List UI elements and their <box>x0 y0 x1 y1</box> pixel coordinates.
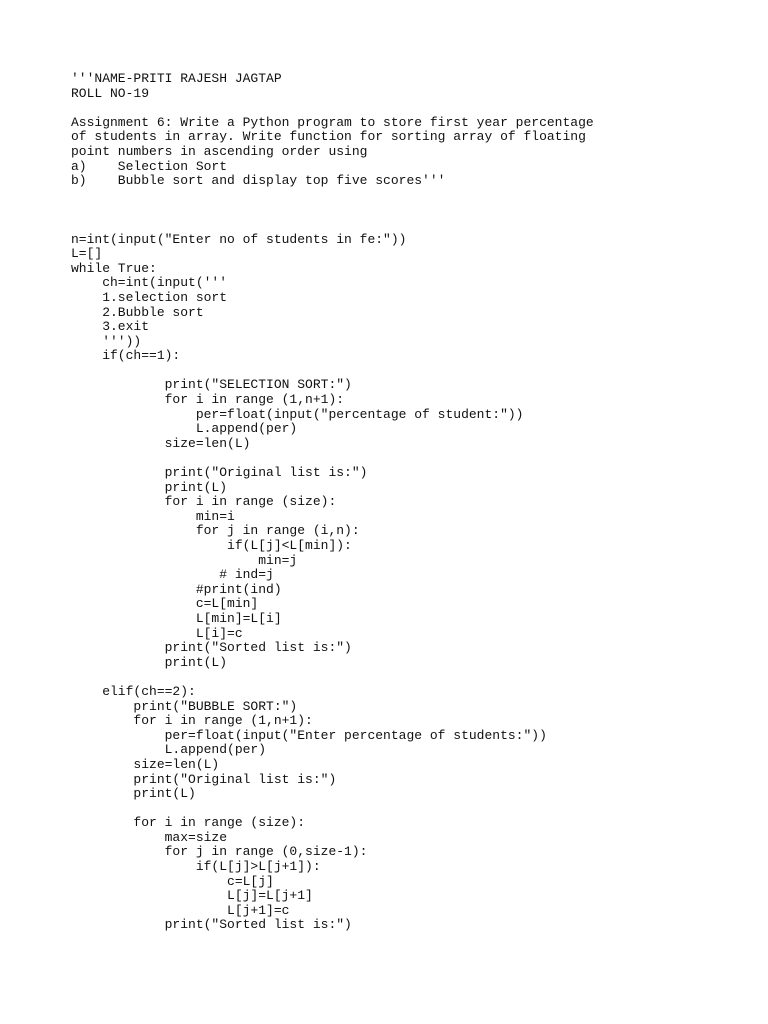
code-line: ROLL NO-19 <box>71 85 150 101</box>
code-line: max=size <box>71 829 228 845</box>
code-line: b) Bubble sort and display top five scores''' <box>71 173 446 189</box>
code-line: L.append(per) <box>71 742 267 758</box>
code-line: for i in range (1,n+1): <box>71 392 345 408</box>
blank-line <box>71 101 751 116</box>
document-page <box>71 72 751 933</box>
code-line: L[i]=c <box>71 625 243 641</box>
code-line: point numbers in ascending order using <box>71 143 368 159</box>
code-line: min=j <box>71 552 298 568</box>
code-line: a) Selection Sort <box>71 158 228 174</box>
blank-line <box>71 670 751 685</box>
code-line: print("Original list is:") <box>71 465 368 481</box>
code-line: c=L[j] <box>71 873 274 889</box>
code-line: ch=int(input(''' <box>71 275 228 291</box>
code-line: print("Sorted list is:") <box>71 640 352 656</box>
code-line: per=float(input("Enter percentage of students:")) <box>71 727 547 743</box>
code-line: size=len(L) <box>71 756 220 772</box>
code-line: 3.exit <box>71 319 150 335</box>
code-line: for j in range (i,n): <box>71 523 360 539</box>
code-line: Assignment 6: Write a Python program to store first year percentage <box>71 114 594 130</box>
code-line: min=i <box>71 508 235 524</box>
code-line: print(L) <box>71 479 228 495</box>
code-line: L[j]=L[j+1] <box>71 888 313 904</box>
code-line: print("Original list is:") <box>71 771 337 787</box>
code-line: for i in range (size): <box>71 815 306 831</box>
code-line: if(L[j]<L[min]): <box>71 538 352 553</box>
code-line: L.append(per) <box>71 421 298 437</box>
code-line: elif(ch==2): <box>71 683 196 699</box>
blank-line <box>71 364 751 379</box>
code-line: ''')) <box>71 333 142 349</box>
code-line: if(L[j]>L[j+1]): <box>71 859 321 875</box>
code-line: for j in range (0,size-1): <box>71 844 368 860</box>
blank-line <box>71 802 751 817</box>
blank-line <box>71 218 751 233</box>
code-line: of students in array. Write function for sorting array of floating <box>71 129 586 145</box>
code-line: print(L) <box>71 654 228 670</box>
code-line: c=L[min] <box>71 596 259 612</box>
code-line: L[min]=L[i] <box>71 610 282 626</box>
blank-line <box>71 203 751 218</box>
blank-line <box>71 451 751 466</box>
code-line: print("BUBBLE SORT:") <box>71 698 298 714</box>
code-line: '''NAME-PRITI RAJESH JAGTAP <box>71 71 282 86</box>
code-line: if(ch==1): <box>71 348 181 364</box>
code-line: for i in range (size): <box>71 494 337 510</box>
code-line: n=int(input("Enter no of students in fe:")) <box>71 231 407 247</box>
code-line: L[j+1]=c <box>71 902 290 918</box>
code-line: print("SELECTION SORT:") <box>71 377 352 393</box>
code-line: for i in range (1,n+1): <box>71 713 313 729</box>
code-line: L=[] <box>71 246 103 262</box>
code-line: #print(ind) <box>71 581 282 597</box>
blank-line <box>71 189 751 204</box>
code-line: per=float(input("percentage of student:")) <box>71 406 524 422</box>
code-line: print(L) <box>71 786 196 802</box>
code-line: # ind=j <box>71 567 274 583</box>
code-line: while True: <box>71 260 157 276</box>
code-line: 2.Bubble sort <box>71 304 204 320</box>
code-line: 1.selection sort <box>71 289 228 305</box>
code-line: print("Sorted list is:") <box>71 917 352 933</box>
code-line: size=len(L) <box>71 435 251 451</box>
